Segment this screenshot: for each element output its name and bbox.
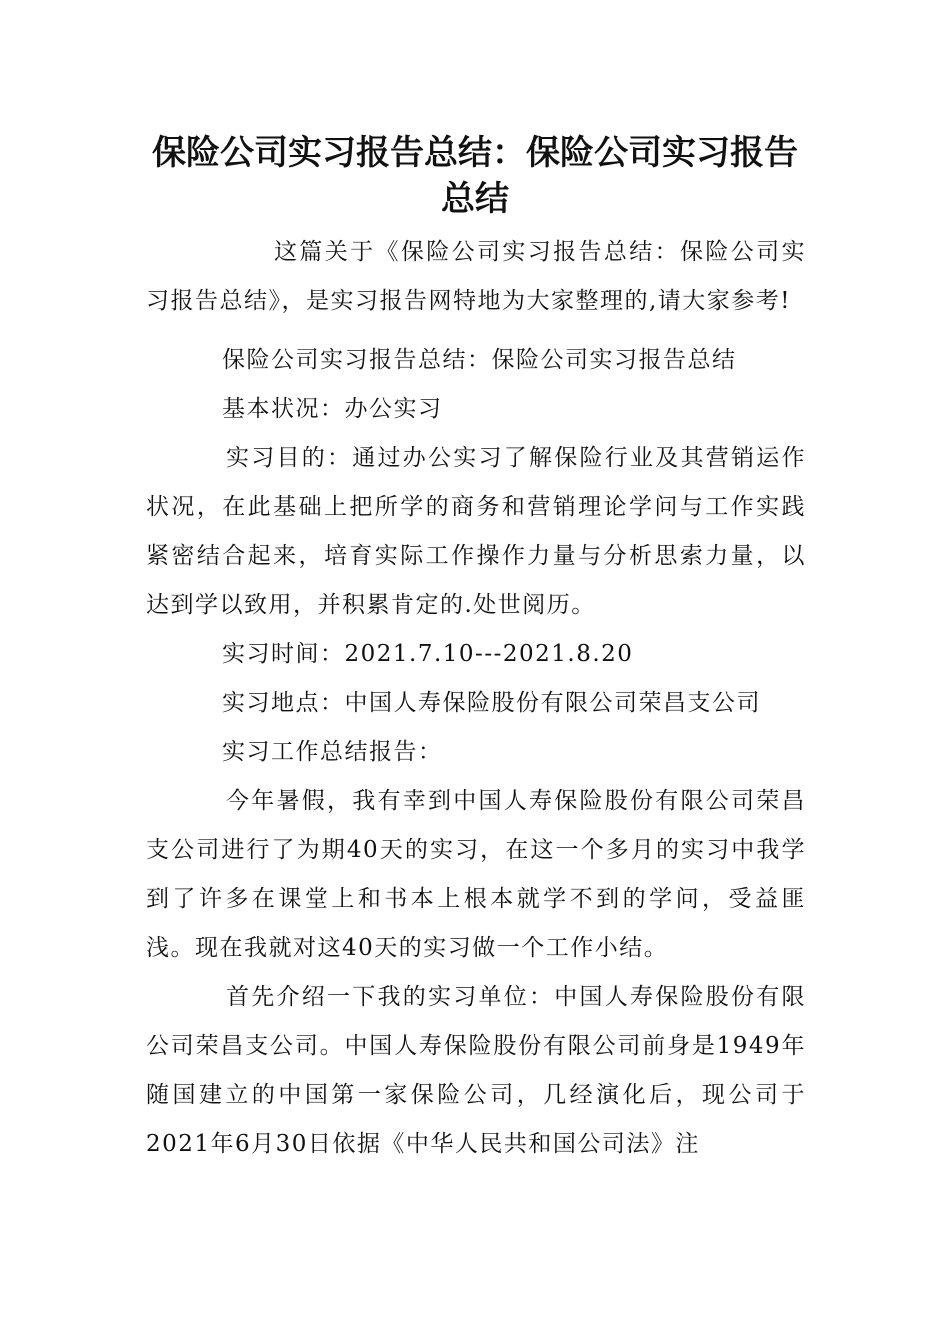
purpose-paragraph: 实习目的：通过办公实习了解保险行业及其营销运作状况，在此基础上把所学的商务和营销理论学问与工作实践紧密结合起来，培育实际工作操作力量与分析思索力量，以达到学以致用，并积累肯定的.处世阅历。 [146, 445, 806, 618]
location-line: 实习地点：中国人寿保险股份有限公司荣昌支公司 [222, 690, 761, 716]
company-paragraph: 首先介绍一下我的实习单位：中国人寿保险股份有限公司荣昌支公司。中国人寿保险股份有限公司前身是1949年随国建立的中国第一家保险公司，几经演化后，现公司于2021年6月30日依据《中华人民共和国公司法》注 [146, 984, 806, 1157]
summer-paragraph: 今年暑假，我有幸到中国人寿保险股份有限公司荣昌支公司进行了为期40天的实习，在这一个多月的实习中我学到了许多在课堂上和书本上根本就学不到的学问，受益匪浅。现在我就对这40天的实习做一个工作小结。 [146, 788, 806, 961]
document-body [146, 228, 806, 1169]
basic-info-line: 基本状况：办公实习 [222, 396, 443, 422]
report-heading: 实习工作总结报告： [222, 739, 443, 765]
document-title: 保险公司实习报告总结：保险公司实习报告总结 [152, 133, 798, 219]
time-line: 实习时间：2021.7.10---2021.8.20 [222, 641, 634, 667]
section-heading: 保险公司实习报告总结：保险公司实习报告总结 [222, 347, 737, 373]
intro-paragraph: 这篇关于《保险公司实习报告总结：保险公司实习报告总结》，是实习报告网特地为大家整理的,请大家参考! [146, 239, 806, 314]
